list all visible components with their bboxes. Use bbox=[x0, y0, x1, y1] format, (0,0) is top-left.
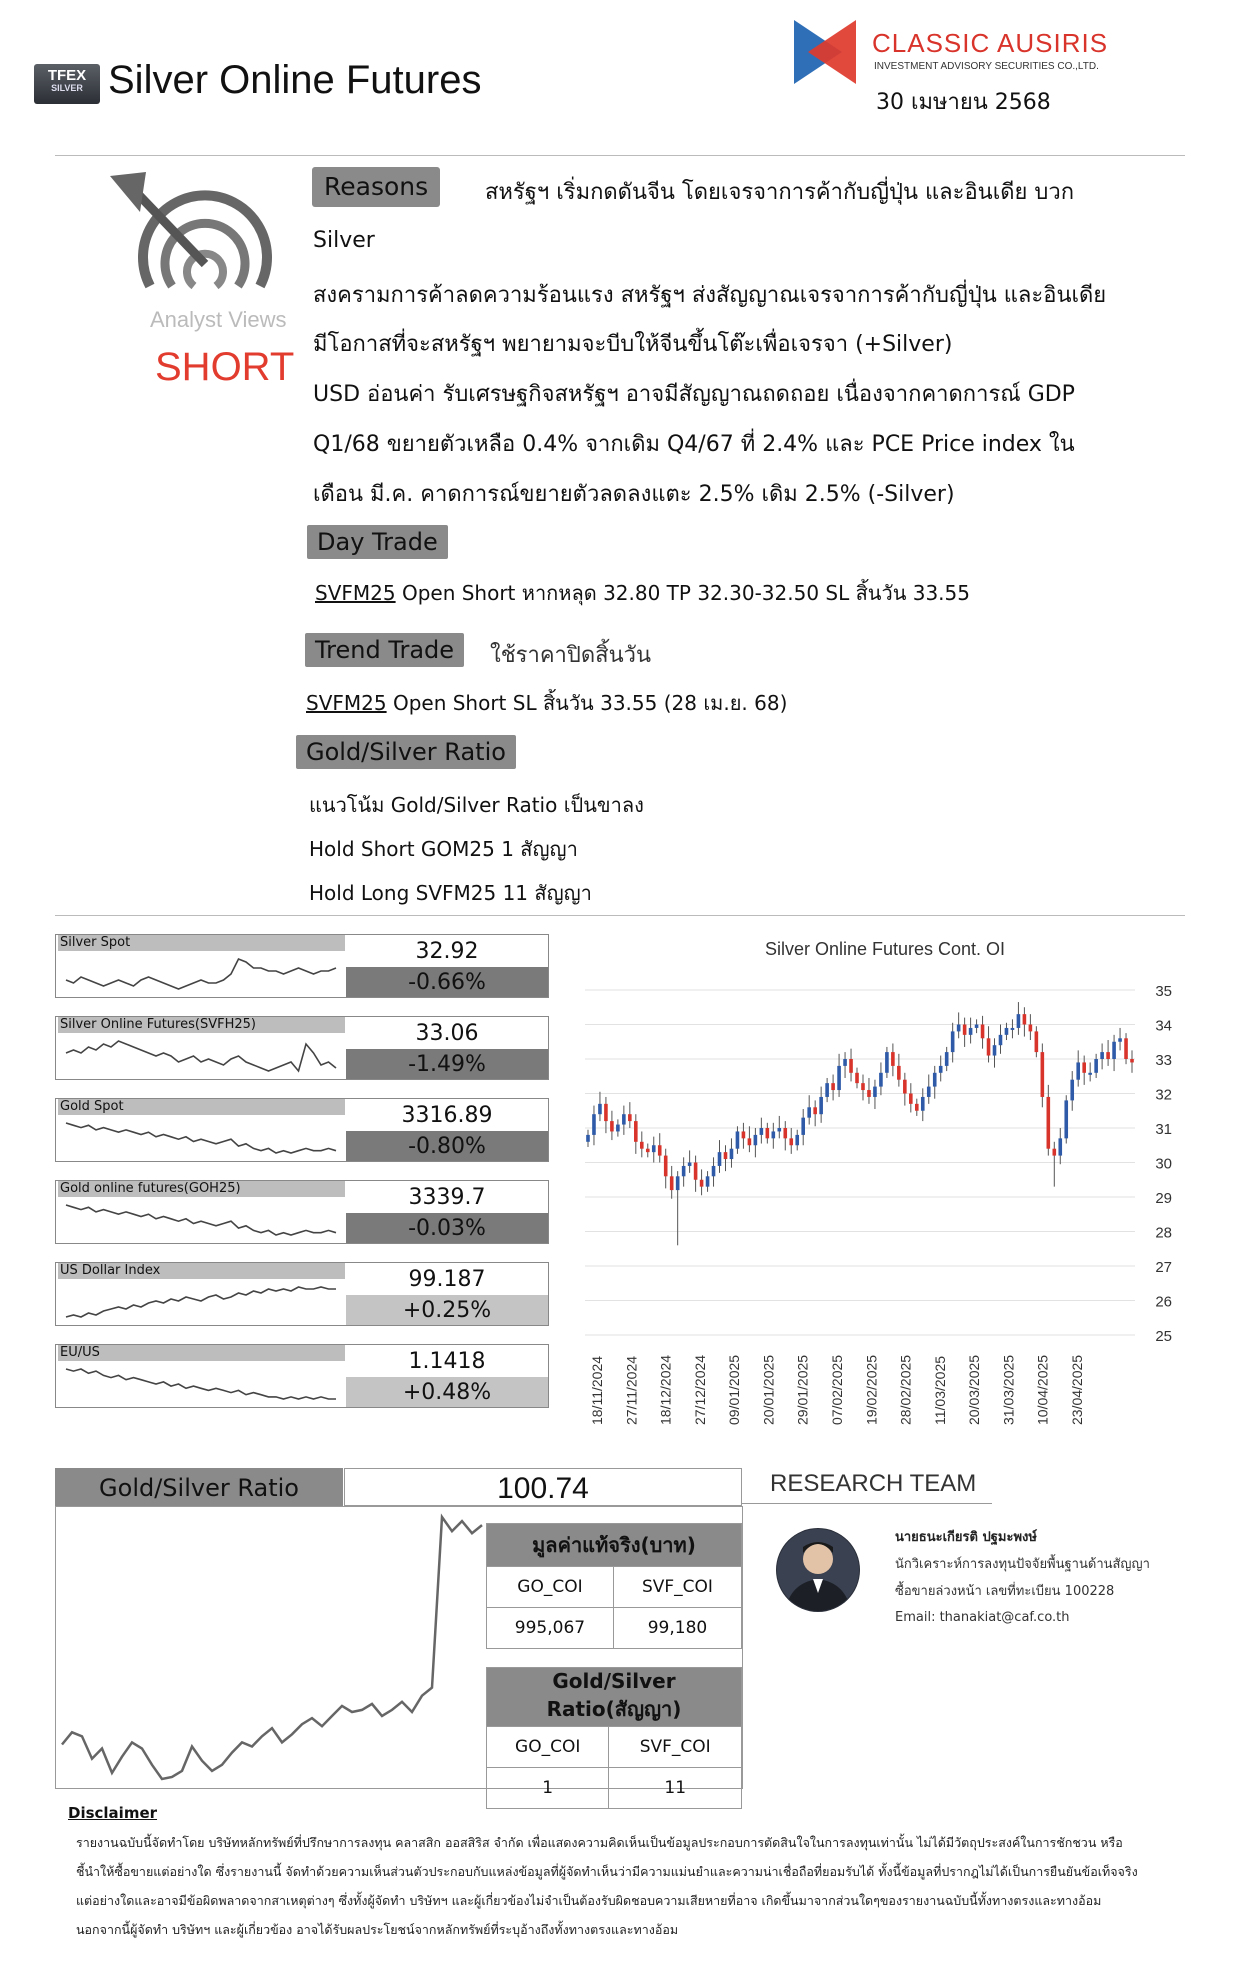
gs-ratio-line: Hold Long SVFM25 11 สัญญา bbox=[309, 881, 592, 905]
sparkline-path bbox=[66, 1041, 336, 1071]
candle-body bbox=[861, 1083, 865, 1090]
disclaimer-line: ชี้นำให้ซื้อขายแต่อย่างใด ซึ่งรายงานนี้ จัดทำด้วยความเห็นส่วนตัวประกอบกับแหล่งข้อมูลที่ผู้จัดทำเห็นว่ามีความแม่นยำและความน่าเชื่อถือที่ยอมรับได้ ทั้งนี้ข้อมูลที่ปรากฎไม่ได้เป็นการยืนยันข้อเท็จจริง bbox=[76, 1864, 1138, 1879]
reason-line: เดือน มี.ค. คาดการณ์ขยายตัวลดลงแตะ 2.5% เดิม 2.5% (-Silver) bbox=[313, 482, 955, 507]
candle-body bbox=[993, 1045, 997, 1055]
candle-body bbox=[766, 1128, 770, 1138]
candle-body bbox=[807, 1107, 811, 1117]
candle-body bbox=[867, 1090, 871, 1097]
candle-body bbox=[801, 1118, 805, 1135]
x-tick-label: 27/12/2024 bbox=[691, 1354, 708, 1425]
candle-body bbox=[748, 1138, 752, 1145]
candle-body bbox=[819, 1097, 823, 1114]
candle-body bbox=[813, 1107, 817, 1114]
sparkline-path bbox=[66, 1287, 336, 1317]
y-tick-label: 32 bbox=[1155, 1086, 1172, 1104]
y-tick-label: 25 bbox=[1155, 1328, 1172, 1345]
y-tick-label: 29 bbox=[1155, 1190, 1172, 1207]
candle-body bbox=[849, 1059, 853, 1073]
disclaimer-title: Disclaimer bbox=[68, 1804, 158, 1822]
candle-body bbox=[873, 1087, 877, 1097]
y-tick-label: 26 bbox=[1155, 1293, 1172, 1311]
ratio-widget-value: 100.74 bbox=[344, 1468, 742, 1506]
candle-body bbox=[688, 1163, 692, 1166]
reason-line: มีโอกาสที่จะสหรัฐฯ พยายามจะบีบให้จีนขึ้นโต๊ะเพื่อเจรจา (+Silver) bbox=[313, 332, 953, 357]
market-panel-sparkline bbox=[56, 1197, 346, 1243]
x-tick-label: 19/02/2025 bbox=[863, 1354, 880, 1425]
analyst-name: นายธนะเกียรติ ปฐมะพงษ์ bbox=[895, 1530, 1037, 1545]
candle-body bbox=[921, 1097, 925, 1111]
x-tick-label: 28/02/2025 bbox=[897, 1354, 914, 1425]
candle-body bbox=[1011, 1028, 1015, 1030]
x-tick-label: 20/01/2025 bbox=[760, 1354, 777, 1425]
market-panel-name: Silver Spot bbox=[58, 935, 345, 951]
market-panel-change: +0.25% bbox=[346, 1295, 548, 1325]
report-date: 30 เมษายน 2568 bbox=[876, 90, 1051, 115]
candle-body bbox=[736, 1131, 740, 1148]
candle-body bbox=[670, 1176, 674, 1190]
candle-body bbox=[724, 1152, 728, 1159]
day-trade-signal bbox=[315, 577, 970, 609]
silver-futures-chart bbox=[560, 925, 1200, 1445]
reason-line: สงครามการค้าลดความร้อนแรง สหรัฐฯ ส่งสัญญาณเจรจาการค้ากับญี่ปุ่น และอินเดีย bbox=[313, 283, 1107, 308]
candle-body bbox=[706, 1176, 710, 1186]
trend-trade-note: ใช้ราคาปิดสิ้นวัน bbox=[490, 643, 652, 668]
brand-logo-icon bbox=[792, 16, 862, 88]
sparkline-path bbox=[66, 1369, 336, 1399]
market-panel-name: Gold online futures(GOH25) bbox=[58, 1181, 345, 1197]
badge-subtext: SILVER bbox=[51, 83, 83, 93]
coi-value: 995,067 bbox=[487, 1608, 614, 1649]
ratio-widget-title: Gold/Silver Ratio bbox=[55, 1468, 343, 1506]
candle-body bbox=[1064, 1100, 1068, 1138]
candle-body bbox=[1070, 1080, 1074, 1101]
market-panel-change: -0.80% bbox=[346, 1131, 548, 1161]
trend-trade-signal bbox=[306, 687, 787, 719]
candle-body bbox=[915, 1104, 919, 1111]
candle-body bbox=[652, 1145, 656, 1152]
candle-body bbox=[831, 1083, 835, 1090]
candle-body bbox=[640, 1142, 644, 1149]
badge-text: TFEX bbox=[47, 67, 87, 84]
candle-body bbox=[676, 1176, 680, 1190]
disclaimer-line: แต่อย่างใดและอาจมีข้อผิดพลาดจากสาเหตุต่างๆ ซึ่งทั้งผู้จัดทำ บริษัทฯ และผู้เกี่ยวข้องไม่จำเป็นต้องรับผิดชอบความเสียหายที่อาจ เกิดขึ้นมาจากส่วนใดๆของรายงานฉบับนี้ทั้งทางตรงและทางอ้อม bbox=[76, 1893, 1102, 1908]
candle-body bbox=[1112, 1042, 1116, 1059]
market-panel bbox=[55, 1180, 549, 1244]
x-tick-label: 31/03/2025 bbox=[1000, 1354, 1017, 1425]
reason-line: Q1/68 ขยายตัวเหลือ 0.4% จากเดิม Q4/67 ที่ 2.4% และ PCE Price index ใน bbox=[313, 432, 1075, 457]
candle-body bbox=[1130, 1059, 1134, 1062]
analyst-license: ซื้อขายล่วงหน้า เลขที่ทะเบียน 100228 bbox=[895, 1584, 1115, 1599]
candle-body bbox=[646, 1149, 650, 1152]
candle-body bbox=[628, 1114, 632, 1121]
candle-body bbox=[1017, 1014, 1021, 1028]
market-panel-value: 33.06 bbox=[415, 1021, 479, 1046]
reason-line: Silver bbox=[313, 228, 375, 253]
gs-ratio-tag: Gold/Silver Ratio bbox=[296, 735, 516, 769]
market-panel-name: US Dollar Index bbox=[58, 1263, 345, 1279]
candle-body bbox=[754, 1135, 758, 1145]
candle-body bbox=[718, 1152, 722, 1166]
candle-body bbox=[760, 1128, 764, 1135]
market-panel bbox=[55, 934, 549, 998]
candle-body bbox=[1052, 1149, 1056, 1156]
candle-body bbox=[664, 1156, 668, 1177]
candle-body bbox=[772, 1131, 776, 1138]
candle-body bbox=[885, 1052, 889, 1073]
candle-body bbox=[1094, 1059, 1098, 1073]
analyst-email: Email: thanakiat@caf.co.th bbox=[895, 1610, 1070, 1625]
market-panel-sparkline bbox=[56, 951, 346, 997]
x-tick-label: 20/03/2025 bbox=[966, 1354, 983, 1425]
candle-body bbox=[795, 1135, 799, 1145]
candle-body bbox=[963, 1025, 967, 1035]
market-panel-sparkline bbox=[56, 1115, 346, 1161]
brand-name: CLASSIC AUSIRIS bbox=[872, 28, 1109, 58]
day-trade-tag: Day Trade bbox=[307, 525, 448, 559]
section-divider bbox=[55, 915, 1185, 916]
y-tick-label: 34 bbox=[1155, 1017, 1172, 1035]
candle-body bbox=[903, 1080, 907, 1094]
analyst-views-label: Analyst Views bbox=[150, 307, 287, 332]
candle-body bbox=[897, 1066, 901, 1080]
candle-body bbox=[586, 1135, 590, 1142]
candle-body bbox=[616, 1125, 620, 1132]
candle-body bbox=[712, 1166, 716, 1176]
candle-body bbox=[891, 1052, 895, 1066]
x-tick-label: 27/11/2024 bbox=[623, 1355, 640, 1425]
chart-title: Silver Online Futures Cont. OI bbox=[764, 939, 1006, 959]
candle-body bbox=[855, 1073, 859, 1083]
market-panel-value: 3316.89 bbox=[401, 1103, 493, 1128]
coi-header: SVF_COI bbox=[613, 1567, 741, 1608]
sparkline-path bbox=[66, 1123, 336, 1153]
candle-body bbox=[975, 1025, 979, 1028]
candle-body bbox=[742, 1131, 746, 1138]
x-tick-label: 18/11/2024 bbox=[589, 1355, 605, 1425]
candle-body bbox=[730, 1149, 734, 1159]
x-tick-label: 09/01/2025 bbox=[726, 1354, 743, 1425]
candle-body bbox=[622, 1114, 626, 1124]
coi-header: SVF_COI bbox=[609, 1727, 742, 1768]
market-panel-value: 3339.7 bbox=[408, 1185, 486, 1210]
trend-trade-symbol: SVFM25 bbox=[306, 691, 387, 715]
research-team-title: RESEARCH TEAM bbox=[770, 1470, 977, 1497]
ratio-line-path bbox=[62, 1517, 482, 1779]
market-panel bbox=[55, 1344, 549, 1408]
target-dart-icon bbox=[110, 168, 280, 306]
market-panel-value: 32.92 bbox=[415, 939, 479, 964]
candle-body bbox=[1076, 1062, 1080, 1079]
market-panel-value: 99.187 bbox=[408, 1267, 486, 1292]
candle-body bbox=[1041, 1052, 1045, 1097]
gs-ratio-line: แนวโน้ม Gold/Silver Ratio เป็นขาลง bbox=[309, 793, 644, 817]
analyst-view-value: SHORT bbox=[155, 345, 295, 389]
market-panel-sparkline bbox=[56, 1279, 346, 1325]
candle-body bbox=[1047, 1097, 1051, 1149]
coi-value: 99,180 bbox=[613, 1608, 741, 1649]
candle-body bbox=[939, 1066, 943, 1073]
market-panel-sparkline bbox=[56, 1033, 346, 1079]
x-tick-label: 18/12/2024 bbox=[657, 1354, 674, 1425]
sparkline-path bbox=[66, 1205, 336, 1235]
gs-ratio-line: Hold Short GOM25 1 สัญญา bbox=[309, 837, 578, 861]
coi-contract-title: Gold/Silver Ratio(สัญญา) bbox=[487, 1668, 742, 1727]
market-panel-name: Silver Online Futures(SVFH25) bbox=[58, 1017, 345, 1033]
candle-body bbox=[951, 1031, 955, 1052]
candle-body bbox=[1005, 1028, 1009, 1035]
x-tick-label: 10/04/2025 bbox=[1034, 1354, 1051, 1425]
candle-body bbox=[843, 1059, 847, 1066]
candle-body bbox=[1106, 1052, 1110, 1059]
y-tick-label: 30 bbox=[1155, 1155, 1172, 1173]
market-panel bbox=[55, 1098, 549, 1162]
y-tick-label: 27 bbox=[1155, 1259, 1172, 1276]
market-panel bbox=[55, 1262, 549, 1326]
candle-body bbox=[777, 1128, 781, 1131]
candle-body bbox=[604, 1104, 608, 1121]
coi-header: GO_COI bbox=[487, 1727, 609, 1768]
reasons-tag: Reasons bbox=[312, 167, 440, 207]
tfex-silver-badge bbox=[34, 64, 100, 104]
sparkline-path bbox=[66, 959, 336, 989]
candle-body bbox=[610, 1121, 614, 1131]
candle-body bbox=[957, 1025, 961, 1032]
candle-body bbox=[592, 1114, 596, 1135]
coi-value: 11 bbox=[609, 1768, 742, 1809]
day-trade-symbol: SVFM25 bbox=[315, 581, 396, 605]
candle-body bbox=[981, 1025, 985, 1039]
disclaimer-line: รายงานฉบับนี้จัดทำโดย บริษัทหลักทรัพย์ที่ปรึกษาการลงทุน คลาสสิก ออสสิริส จำกัด เพื่อแสดงความคิดเห็นเป็นข้อมูลประกอบการตัดสินใจในการลงทุนเท่านั้น ไม่ได้มีวัตถุประสงค์ในการชักชวน หรือ bbox=[76, 1835, 1123, 1850]
trend-trade-tag: Trend Trade bbox=[305, 633, 464, 667]
candle-body bbox=[927, 1087, 931, 1097]
candle-body bbox=[879, 1073, 883, 1087]
x-tick-label: 07/02/2025 bbox=[829, 1354, 845, 1425]
header-divider bbox=[55, 155, 1185, 156]
market-panel bbox=[55, 1016, 549, 1080]
x-tick-label: 23/04/2025 bbox=[1069, 1354, 1085, 1425]
candle-body bbox=[1124, 1038, 1128, 1059]
analyst-role: นักวิเคราะห์การลงทุนปัจจัยพื้นฐานด้านสัญญา bbox=[895, 1557, 1150, 1572]
candle-body bbox=[700, 1180, 704, 1187]
reason-line: USD อ่อนค่า รับเศรษฐกิจสหรัฐฯ อาจมีสัญญาณถดถอย เนื่องจากคาดการณ์ GDP bbox=[313, 382, 1075, 407]
market-panel-change: -0.66% bbox=[346, 967, 548, 997]
candle-body bbox=[1023, 1014, 1027, 1024]
candle-body bbox=[1100, 1052, 1104, 1059]
y-tick-label: 31 bbox=[1155, 1121, 1172, 1138]
candle-body bbox=[634, 1121, 638, 1142]
page-title: Silver Online Futures bbox=[108, 58, 482, 102]
y-tick-label: 35 bbox=[1155, 983, 1172, 1000]
candle-body bbox=[598, 1104, 602, 1114]
brand-subtitle: INVESTMENT ADVISORY SECURITIES CO.,LTD. bbox=[874, 61, 1099, 72]
analyst-avatar bbox=[775, 1527, 861, 1613]
x-tick-label: 29/01/2025 bbox=[794, 1354, 811, 1425]
candle-body bbox=[1088, 1073, 1092, 1075]
candle-body bbox=[789, 1138, 793, 1145]
candle-body bbox=[909, 1094, 913, 1104]
y-tick-label: 33 bbox=[1155, 1052, 1172, 1069]
coi-value: 1 bbox=[487, 1768, 609, 1809]
candle-body bbox=[969, 1028, 973, 1035]
y-tick-label: 28 bbox=[1155, 1224, 1172, 1242]
candle-body bbox=[933, 1073, 937, 1087]
candle-body bbox=[945, 1052, 949, 1066]
candle-body bbox=[1035, 1031, 1039, 1052]
coi-real-table bbox=[486, 1523, 742, 1649]
market-panel-sparkline bbox=[56, 1361, 346, 1407]
market-panel-change: +0.48% bbox=[346, 1377, 548, 1407]
candle-body bbox=[783, 1128, 787, 1138]
coi-real-title: มูลค่าแท้จริง(บาท) bbox=[487, 1524, 742, 1567]
trend-trade-text: Open Short SL สิ้นวัน 33.55 (28 เม.ย. 68) bbox=[386, 691, 788, 715]
candle-body bbox=[682, 1166, 686, 1176]
candle-body bbox=[987, 1038, 991, 1055]
coi-header: GO_COI bbox=[487, 1567, 614, 1608]
candle-body bbox=[825, 1083, 829, 1097]
candle-body bbox=[694, 1163, 698, 1180]
market-panel-change: -1.49% bbox=[346, 1049, 548, 1079]
candle-body bbox=[837, 1066, 841, 1090]
disclaimer-line: นอกจากนี้ผู้จัดทำ บริษัทฯ และผู้เกี่ยวข้อง อาจได้รับผลประโยชน์จากหลักทรัพย์ที่ระบุอ้างถึงทั้งทางตรงและทางอ้อม bbox=[76, 1922, 679, 1937]
market-panel-value: 1.1418 bbox=[408, 1349, 486, 1374]
candle-body bbox=[1082, 1062, 1086, 1072]
candle-body bbox=[1118, 1038, 1122, 1041]
candle-body bbox=[999, 1035, 1003, 1045]
market-panel-name: EU/US bbox=[58, 1345, 345, 1361]
ratio-line-chart bbox=[56, 1507, 486, 1787]
market-panel-name: Gold Spot bbox=[58, 1099, 345, 1115]
coi-contract-table bbox=[486, 1667, 742, 1809]
day-trade-text: Open Short หากหลุด 32.80 TP 32.30-32.50 SL สิ้นวัน 33.55 bbox=[395, 581, 970, 605]
candle-body bbox=[658, 1145, 662, 1155]
research-divider bbox=[742, 1503, 992, 1504]
x-tick-label: 11/03/2025 bbox=[931, 1355, 948, 1425]
market-panel-change: -0.03% bbox=[346, 1213, 548, 1243]
reason-line: สหรัฐฯ เริ่มกดดันจีน โดยเจรจาการค้ากับญี่ปุ่น และอินเดีย บวก bbox=[485, 180, 1075, 205]
candle-body bbox=[1029, 1025, 1033, 1032]
candle-body bbox=[1058, 1138, 1062, 1155]
